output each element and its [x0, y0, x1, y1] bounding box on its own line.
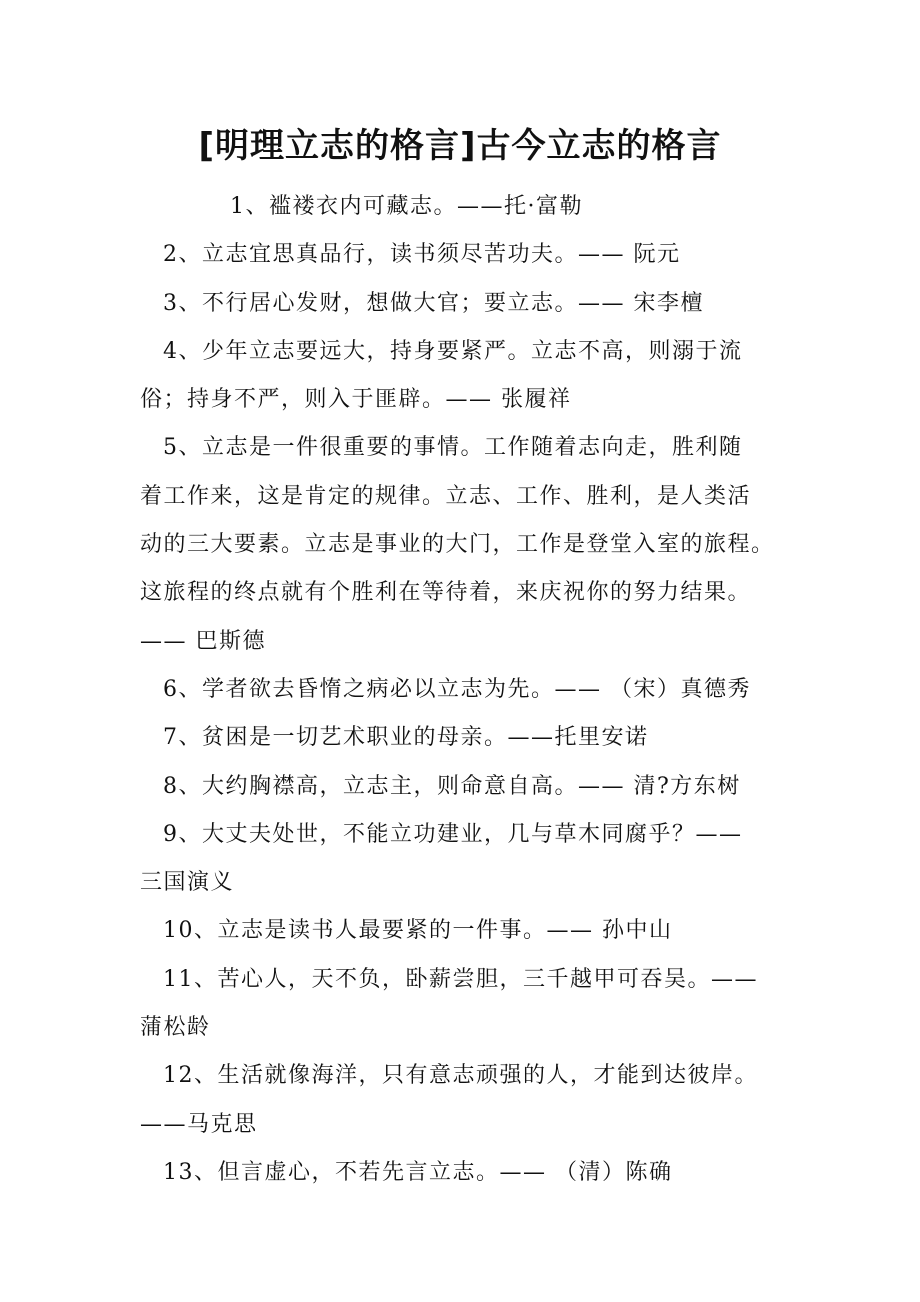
quote-paragraph — [140, 431, 790, 672]
quote-line: ——马克思 — [140, 1111, 258, 1137]
quote-line: 3、不行居心发财，想做大官；要立志。—— 宋李檀 — [163, 290, 704, 316]
quote-paragraph — [140, 287, 790, 335]
quote-line: 动的三大要素。立志是事业的大门，工作是登堂入室的旅程。 — [140, 532, 775, 558]
quote-line: —— 巴斯德 — [140, 628, 266, 654]
quote-paragraph — [140, 721, 790, 769]
quote-line: 着工作来，这是肯定的规律。立志、工作、胜利，是人类活 — [140, 483, 752, 509]
quote-paragraph — [140, 770, 790, 818]
document-title: [明理立志的格言]古今立志的格言 — [198, 126, 722, 166]
quote-line: 6、学者欲去昏惰之病必以立志为先。—— （宋）真德秀 — [163, 676, 751, 702]
quote-line: 10、立志是读书人最要紧的一件事。—— 孙中山 — [163, 918, 673, 944]
quote-paragraph — [140, 238, 790, 286]
quote-line: 7、贫困是一切艺术职业的母亲。——托里安诺 — [163, 725, 649, 751]
quote-line: 13、但言虚心，不若先言立志。—— （清）陈确 — [163, 1159, 673, 1185]
quote-line: 俗；持身不严，则入于匪辟。—— 张履祥 — [140, 387, 572, 413]
quote-line: 1、褴褛衣内可藏志。——托·富勒 — [230, 194, 583, 219]
quote-line: 4、少年立志要远大，持身要紧严。立志不高，则溺于流 — [163, 338, 743, 364]
quote-paragraph — [140, 335, 790, 432]
quote-paragraph — [140, 818, 790, 915]
quote-line: 5、立志是一件很重要的事情。工作随着志向走，胜利随 — [163, 435, 743, 461]
quote-paragraph — [140, 190, 790, 238]
quote-line: 12、生活就像海洋，只有意志顽强的人，才能到达彼岸。 — [163, 1063, 758, 1089]
quote-line: 三国演义 — [140, 870, 235, 896]
quote-line: 蒲松龄 — [140, 1015, 211, 1041]
quote-line: 8、大约胸襟高，立志主，则命意自高。—— 清?方东树 — [163, 773, 741, 799]
quote-paragraph — [140, 1156, 790, 1204]
quote-paragraph — [140, 1059, 790, 1156]
document-body — [140, 190, 790, 1204]
quote-paragraph — [140, 963, 790, 1060]
quote-paragraph — [140, 914, 790, 962]
quote-line: 11、苦心人，天不负，卧薪尝胆，三千越甲可吞吴。—— — [163, 966, 758, 992]
quote-line: 2、立志宜思真品行，读书须尽苦功夫。—— 阮元 — [163, 242, 681, 268]
quote-line: 这旅程的终点就有个胜利在等待着，来庆祝你的努力结果。 — [140, 580, 752, 606]
quote-line: 9、大丈夫处世，不能立功建业，几与草木同腐乎？—— — [163, 821, 743, 847]
quote-paragraph — [140, 673, 790, 721]
